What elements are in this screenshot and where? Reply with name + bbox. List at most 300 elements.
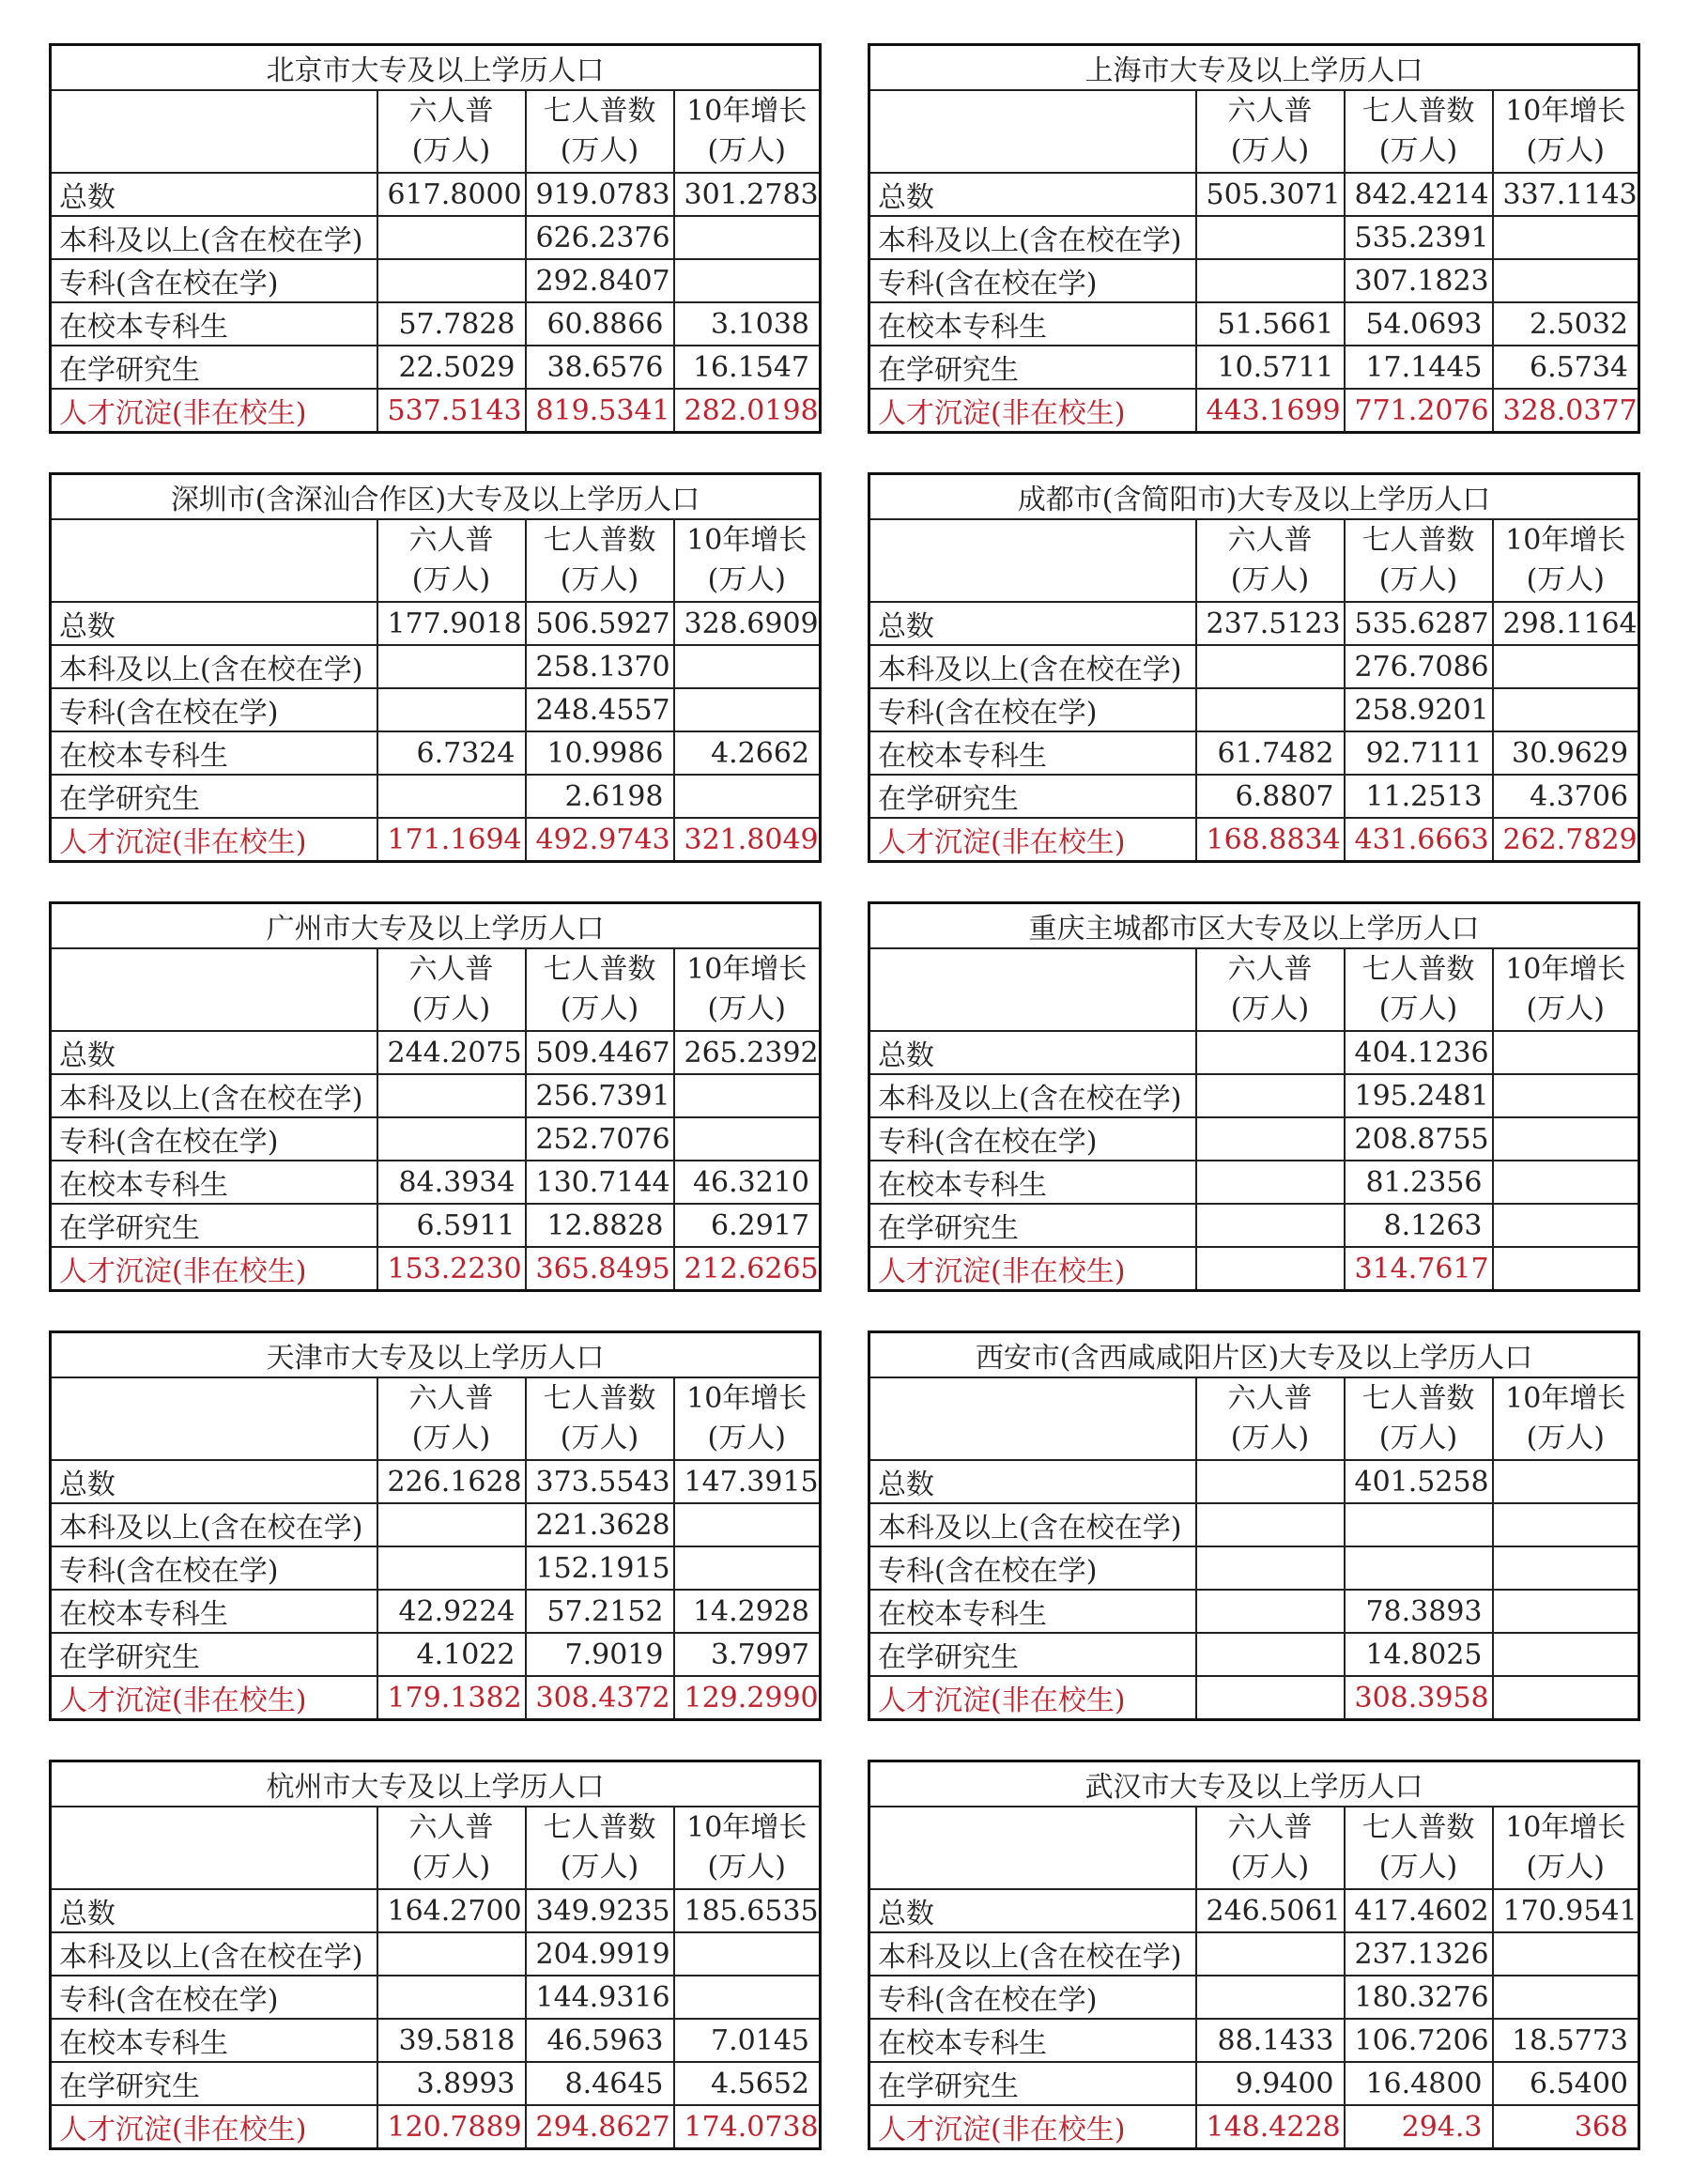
value-cell: 7.9019 — [526, 1633, 674, 1676]
census7-header-unit: (万人) — [1378, 1851, 1458, 1884]
row-label: 总数 — [869, 1460, 1196, 1503]
value-cell: 6.7324 — [377, 731, 526, 775]
row-label: 本科及以上(含在校在学) — [869, 216, 1196, 259]
census6-header-unit: (万人) — [411, 992, 491, 1025]
growth-header — [674, 1807, 821, 1889]
row-label: 在校本专科生 — [51, 302, 377, 346]
city-table — [49, 472, 822, 863]
census7-header-label: 七人普数 — [543, 953, 656, 986]
value-cell — [1493, 645, 1639, 688]
value-cell: 3.8993 — [377, 2062, 526, 2105]
census7-header-label: 七人普数 — [543, 95, 656, 128]
table-title: 北京市大专及以上学历人口 — [51, 45, 821, 91]
census6-header-unit: (万人) — [1230, 992, 1310, 1025]
value-cell: 147.3915 — [674, 1460, 821, 1503]
row-label: 专科(含在校在学) — [51, 259, 377, 302]
table-row — [869, 818, 1639, 862]
value-cell: 237.5123 — [1196, 602, 1345, 645]
growth-header — [1493, 519, 1639, 602]
value-cell: 262.7829 — [1493, 818, 1639, 862]
census6-header — [377, 1807, 526, 1889]
value-cell — [1196, 1590, 1345, 1633]
value-cell — [674, 688, 821, 731]
row-label: 本科及以上(含在校在学) — [51, 645, 377, 688]
row-label: 在学研究生 — [869, 346, 1196, 389]
table-row — [51, 1676, 821, 1720]
row-label: 人才沉淀(非在校生) — [869, 389, 1196, 433]
value-cell: 81.2356 — [1345, 1161, 1493, 1204]
value-cell: 171.1694 — [377, 818, 526, 862]
census7-header — [526, 948, 674, 1031]
value-cell: 8.1263 — [1345, 1204, 1493, 1247]
table-row — [869, 2019, 1639, 2062]
value-cell — [1196, 216, 1345, 259]
value-cell: 168.8834 — [1196, 818, 1345, 862]
value-cell: 153.2230 — [377, 1247, 526, 1291]
value-cell: 4.1022 — [377, 1633, 526, 1676]
row-label: 人才沉淀(非在校生) — [869, 2105, 1196, 2149]
value-cell — [1345, 1503, 1493, 1546]
table-row — [869, 1676, 1639, 1720]
table-title: 武汉市大专及以上学历人口 — [869, 1761, 1639, 1807]
census7-header — [526, 90, 674, 173]
table-row — [51, 216, 821, 259]
table-row — [51, 1932, 821, 1976]
census6-header — [1196, 1377, 1345, 1460]
census6-header-label: 六人普 — [408, 95, 494, 128]
value-cell: 7.0145 — [674, 2019, 821, 2062]
row-label: 专科(含在校在学) — [869, 1976, 1196, 2019]
table-row — [51, 1460, 821, 1503]
table-title: 重庆主城都市区大专及以上学历人口 — [869, 903, 1639, 949]
value-cell: 492.9743 — [526, 818, 674, 862]
value-cell — [1493, 1676, 1639, 1720]
value-cell — [377, 1932, 526, 1976]
value-cell: 443.1699 — [1196, 389, 1345, 433]
census6-header — [1196, 948, 1345, 1031]
value-cell: 212.6265 — [674, 1247, 821, 1291]
value-cell: 6.8807 — [1196, 775, 1345, 818]
value-cell: 431.6663 — [1345, 818, 1493, 862]
value-cell: 221.3628 — [526, 1503, 674, 1546]
census7-header — [526, 1377, 674, 1460]
census6-header-unit: (万人) — [411, 134, 491, 167]
value-cell — [377, 1546, 526, 1590]
growth-header-label: 10年增长 — [1505, 953, 1626, 986]
table-title: 深圳市(含深汕合作区)大专及以上学历人口 — [51, 474, 821, 520]
value-cell: 626.2376 — [526, 216, 674, 259]
value-cell: 349.9235 — [526, 1889, 674, 1932]
value-cell — [1196, 645, 1345, 688]
value-cell — [1493, 1074, 1639, 1117]
row-label: 人才沉淀(非在校生) — [869, 1247, 1196, 1291]
row-label: 在校本专科生 — [869, 1590, 1196, 1633]
table-row — [869, 1932, 1639, 1976]
value-cell — [1493, 1204, 1639, 1247]
value-cell: 12.8828 — [526, 1204, 674, 1247]
growth-header-unit: (万人) — [1526, 1851, 1605, 1884]
value-cell — [1493, 1633, 1639, 1676]
value-cell — [1196, 1117, 1345, 1161]
table-row — [51, 1546, 821, 1590]
value-cell: 308.3958 — [1345, 1676, 1493, 1720]
value-cell: 195.2481 — [1345, 1074, 1493, 1117]
census7-header-label: 七人普数 — [1361, 1811, 1475, 1844]
table-row — [869, 1117, 1639, 1161]
value-cell: 8.4645 — [526, 2062, 674, 2105]
value-cell: 10.9986 — [526, 731, 674, 775]
row-label: 专科(含在校在学) — [869, 1117, 1196, 1161]
value-cell — [1196, 1633, 1345, 1676]
value-cell: 17.1445 — [1345, 346, 1493, 389]
value-cell: 177.9018 — [377, 602, 526, 645]
row-label: 在学研究生 — [51, 346, 377, 389]
value-cell — [1493, 1590, 1639, 1633]
value-cell — [1196, 1161, 1345, 1204]
watermark — [1249, 2130, 1653, 2169]
table-row — [51, 645, 821, 688]
growth-header-label: 10年增长 — [686, 1811, 808, 1844]
value-cell: 38.6576 — [526, 346, 674, 389]
census7-header-label: 七人普数 — [1361, 1382, 1475, 1415]
value-cell: 919.0783 — [526, 173, 674, 216]
row-label: 在学研究生 — [51, 2062, 377, 2105]
row-label: 专科(含在校在学) — [51, 688, 377, 731]
value-cell: 535.2391 — [1345, 216, 1493, 259]
row-label: 人才沉淀(非在校生) — [51, 389, 377, 433]
row-label: 在校本专科生 — [869, 731, 1196, 775]
table-row — [869, 1889, 1639, 1932]
value-cell: 164.2700 — [377, 1889, 526, 1932]
value-cell: 307.1823 — [1345, 259, 1493, 302]
value-cell — [1196, 1074, 1345, 1117]
value-cell — [674, 645, 821, 688]
table-row — [51, 1503, 821, 1546]
census7-header-unit: (万人) — [1378, 1422, 1458, 1454]
value-cell — [1196, 1546, 1345, 1590]
value-cell: 10.5711 — [1196, 346, 1345, 389]
census6-header-unit: (万人) — [411, 1422, 491, 1454]
growth-header-unit: (万人) — [707, 563, 786, 596]
value-cell: 57.2152 — [526, 1590, 674, 1633]
value-cell: 185.6535 — [674, 1889, 821, 1932]
value-cell — [1196, 1247, 1345, 1291]
value-cell — [674, 1932, 821, 1976]
value-cell — [1493, 1247, 1639, 1291]
row-label: 总数 — [51, 1031, 377, 1074]
growth-header-unit: (万人) — [707, 1422, 786, 1454]
value-cell: 244.2075 — [377, 1031, 526, 1074]
value-cell — [1196, 688, 1345, 731]
census6-header — [1196, 90, 1345, 173]
value-cell: 6.5734 — [1493, 346, 1639, 389]
row-label: 专科(含在校在学) — [51, 1546, 377, 1590]
table-row — [51, 1633, 821, 1676]
value-cell: 92.7111 — [1345, 731, 1493, 775]
value-cell: 282.0198 — [674, 389, 821, 433]
table-row — [51, 1247, 821, 1291]
table-row — [869, 1460, 1639, 1503]
city-table — [49, 1760, 822, 2150]
census6-header — [377, 519, 526, 602]
value-cell — [1493, 1976, 1639, 2019]
value-cell: 22.5029 — [377, 346, 526, 389]
value-cell: 337.1143 — [1493, 173, 1639, 216]
table-row — [51, 818, 821, 862]
value-cell: 294.8627 — [526, 2105, 674, 2149]
city-table — [868, 1760, 1640, 2150]
value-cell — [377, 1976, 526, 2019]
value-cell — [377, 216, 526, 259]
table-row — [869, 1247, 1639, 1291]
value-cell: 144.9316 — [526, 1976, 674, 2019]
value-cell: 328.6909 — [674, 602, 821, 645]
value-cell: 208.8755 — [1345, 1117, 1493, 1161]
value-cell — [377, 259, 526, 302]
value-cell — [674, 1546, 821, 1590]
header-blank-cell — [869, 519, 1196, 602]
census7-header — [1345, 1807, 1493, 1889]
value-cell: 404.1236 — [1345, 1031, 1493, 1074]
value-cell — [377, 645, 526, 688]
value-cell — [1493, 1161, 1639, 1204]
value-cell: 4.5652 — [674, 2062, 821, 2105]
census7-header-unit: (万人) — [1378, 134, 1458, 167]
row-label: 人才沉淀(非在校生) — [51, 1676, 377, 1720]
value-cell: 4.2662 — [674, 731, 821, 775]
table-row — [869, 1161, 1639, 1204]
value-cell — [1196, 1204, 1345, 1247]
value-cell: 130.7144 — [526, 1161, 674, 1204]
row-label: 本科及以上(含在校在学) — [51, 216, 377, 259]
value-cell: 51.5661 — [1196, 302, 1345, 346]
census7-header — [526, 1807, 674, 1889]
value-cell: 14.2928 — [674, 1590, 821, 1633]
value-cell — [1196, 1031, 1345, 1074]
row-label: 专科(含在校在学) — [869, 1546, 1196, 1590]
table-row — [869, 731, 1639, 775]
value-cell: 365.8495 — [526, 1247, 674, 1291]
table-row — [869, 1503, 1639, 1546]
table-row — [51, 2019, 821, 2062]
table-row — [51, 302, 821, 346]
value-cell: 16.4800 — [1345, 2062, 1493, 2105]
value-cell: 3.1038 — [674, 302, 821, 346]
value-cell: 819.5341 — [526, 389, 674, 433]
value-cell: 308.4372 — [526, 1676, 674, 1720]
value-cell: 120.7889 — [377, 2105, 526, 2149]
value-cell: 106.7206 — [1345, 2019, 1493, 2062]
value-cell: 237.1326 — [1345, 1932, 1493, 1976]
value-cell — [377, 1117, 526, 1161]
census7-header-unit: (万人) — [1378, 563, 1458, 596]
growth-header-unit: (万人) — [707, 992, 786, 1025]
table-row — [869, 645, 1639, 688]
value-cell: 258.9201 — [1345, 688, 1493, 731]
row-label: 在校本专科生 — [51, 731, 377, 775]
value-cell: 11.2513 — [1345, 775, 1493, 818]
growth-header — [674, 90, 821, 173]
table-title: 成都市(含简阳市)大专及以上学历人口 — [869, 474, 1639, 520]
city-table — [868, 43, 1640, 434]
header-blank-cell — [869, 90, 1196, 173]
value-cell: 321.8049 — [674, 818, 821, 862]
table-row — [869, 302, 1639, 346]
growth-header-label: 10年增长 — [1505, 1382, 1626, 1415]
growth-header — [674, 519, 821, 602]
table-title: 上海市大专及以上学历人口 — [869, 45, 1639, 91]
value-cell — [674, 1503, 821, 1546]
census6-header-label: 六人普 — [408, 1382, 494, 1415]
table-row — [869, 2062, 1639, 2105]
value-cell: 771.2076 — [1345, 389, 1493, 433]
value-cell: 258.1370 — [526, 645, 674, 688]
table-row — [869, 216, 1639, 259]
value-cell: 148.4228 — [1196, 2105, 1345, 2149]
value-cell: 246.5061 — [1196, 1889, 1345, 1932]
row-label: 本科及以上(含在校在学) — [51, 1503, 377, 1546]
value-cell: 2.5032 — [1493, 302, 1639, 346]
value-cell — [1493, 1932, 1639, 1976]
value-cell — [1196, 1460, 1345, 1503]
value-cell: 537.5143 — [377, 389, 526, 433]
row-label: 人才沉淀(非在校生) — [51, 1247, 377, 1291]
value-cell: 78.3893 — [1345, 1590, 1493, 1633]
table-title: 西安市(含西咸咸阳片区)大专及以上学历人口 — [869, 1332, 1639, 1378]
value-cell: 506.5927 — [526, 602, 674, 645]
census6-header-label: 六人普 — [1227, 524, 1313, 557]
value-cell — [1493, 1031, 1639, 1074]
value-cell: 61.7482 — [1196, 731, 1345, 775]
census6-header-label: 六人普 — [408, 524, 494, 557]
census7-header-unit: (万人) — [560, 134, 639, 167]
row-label: 在校本专科生 — [869, 302, 1196, 346]
table-title: 杭州市大专及以上学历人口 — [51, 1761, 821, 1807]
value-cell: 248.4557 — [526, 688, 674, 731]
row-label: 在校本专科生 — [869, 2019, 1196, 2062]
growth-header — [1493, 948, 1639, 1031]
census6-header — [377, 948, 526, 1031]
row-label: 总数 — [869, 602, 1196, 645]
census6-header-unit: (万人) — [411, 1851, 491, 1884]
city-table — [868, 901, 1640, 1292]
row-label: 总数 — [51, 173, 377, 216]
table-row — [51, 346, 821, 389]
table-row — [869, 1633, 1639, 1676]
census7-header-label: 七人普数 — [543, 1811, 656, 1844]
census6-header-unit: (万人) — [1230, 134, 1310, 167]
value-cell: 30.9629 — [1493, 731, 1639, 775]
table-row — [51, 1204, 821, 1247]
growth-header-unit: (万人) — [707, 134, 786, 167]
row-label: 在学研究生 — [869, 775, 1196, 818]
census6-header-unit: (万人) — [1230, 563, 1310, 596]
row-label: 总数 — [869, 173, 1196, 216]
value-cell: 46.3210 — [674, 1161, 821, 1204]
table-row — [51, 2105, 821, 2149]
value-cell: 170.9541 — [1493, 1889, 1639, 1932]
value-cell: 265.2392 — [674, 1031, 821, 1074]
row-label: 本科及以上(含在校在学) — [51, 1932, 377, 1976]
census6-header-label: 六人普 — [408, 953, 494, 986]
census6-header — [377, 90, 526, 173]
value-cell: 14.8025 — [1345, 1633, 1493, 1676]
value-cell: 373.5543 — [526, 1460, 674, 1503]
census6-header-unit: (万人) — [1230, 1422, 1310, 1454]
value-cell — [674, 1117, 821, 1161]
table-row — [869, 346, 1639, 389]
value-cell: 226.1628 — [377, 1460, 526, 1503]
value-cell: 505.3071 — [1196, 173, 1345, 216]
row-label: 本科及以上(含在校在学) — [869, 645, 1196, 688]
table-row — [51, 1590, 821, 1633]
table-row — [51, 259, 821, 302]
growth-header-label: 10年增长 — [686, 524, 808, 557]
value-cell: 180.3276 — [1345, 1976, 1493, 2019]
growth-header-unit: (万人) — [1526, 992, 1605, 1025]
value-cell — [1493, 688, 1639, 731]
table-row — [51, 731, 821, 775]
value-cell — [1493, 259, 1639, 302]
census7-header-label: 七人普数 — [1361, 524, 1475, 557]
value-cell — [377, 688, 526, 731]
table-row — [869, 602, 1639, 645]
value-cell — [674, 216, 821, 259]
value-cell — [1493, 1546, 1639, 1590]
value-cell — [1196, 1503, 1345, 1546]
row-label: 在学研究生 — [869, 2062, 1196, 2105]
growth-header-label: 10年增长 — [686, 1382, 808, 1415]
header-blank-cell — [51, 948, 377, 1031]
row-label: 专科(含在校在学) — [869, 688, 1196, 731]
row-label: 总数 — [51, 1460, 377, 1503]
census6-header-unit: (万人) — [411, 563, 491, 596]
row-label: 在校本专科生 — [51, 1161, 377, 1204]
value-cell — [674, 259, 821, 302]
table-row — [51, 602, 821, 645]
value-cell — [1196, 1976, 1345, 2019]
city-table — [868, 1330, 1640, 1721]
table-row — [51, 1161, 821, 1204]
header-blank-cell — [869, 948, 1196, 1031]
value-cell: 18.5773 — [1493, 2019, 1639, 2062]
row-label: 本科及以上(含在校在学) — [869, 1503, 1196, 1546]
value-cell: 4.3706 — [1493, 775, 1639, 818]
table-row — [869, 173, 1639, 216]
growth-header-label: 10年增长 — [686, 95, 808, 128]
header-blank-cell — [869, 1377, 1196, 1460]
header-blank-cell — [51, 519, 377, 602]
value-cell — [377, 1074, 526, 1117]
table-row — [869, 1074, 1639, 1117]
table-row — [869, 1031, 1639, 1074]
row-label: 在校本专科生 — [51, 2019, 377, 2062]
census6-header-label: 六人普 — [1227, 1382, 1313, 1415]
row-label: 本科及以上(含在校在学) — [869, 1932, 1196, 1976]
value-cell: 276.7086 — [1345, 645, 1493, 688]
value-cell: 42.9224 — [377, 1590, 526, 1633]
value-cell — [1196, 1676, 1345, 1720]
growth-header-unit: (万人) — [1526, 134, 1605, 167]
value-cell: 84.3934 — [377, 1161, 526, 1204]
growth-header-label: 10年增长 — [1505, 95, 1626, 128]
table-row — [869, 259, 1639, 302]
value-cell: 2.6198 — [526, 775, 674, 818]
table-row — [869, 1546, 1639, 1590]
value-cell: 314.7617 — [1345, 1247, 1493, 1291]
row-label: 在学研究生 — [869, 1204, 1196, 1247]
value-cell: 252.7076 — [526, 1117, 674, 1161]
